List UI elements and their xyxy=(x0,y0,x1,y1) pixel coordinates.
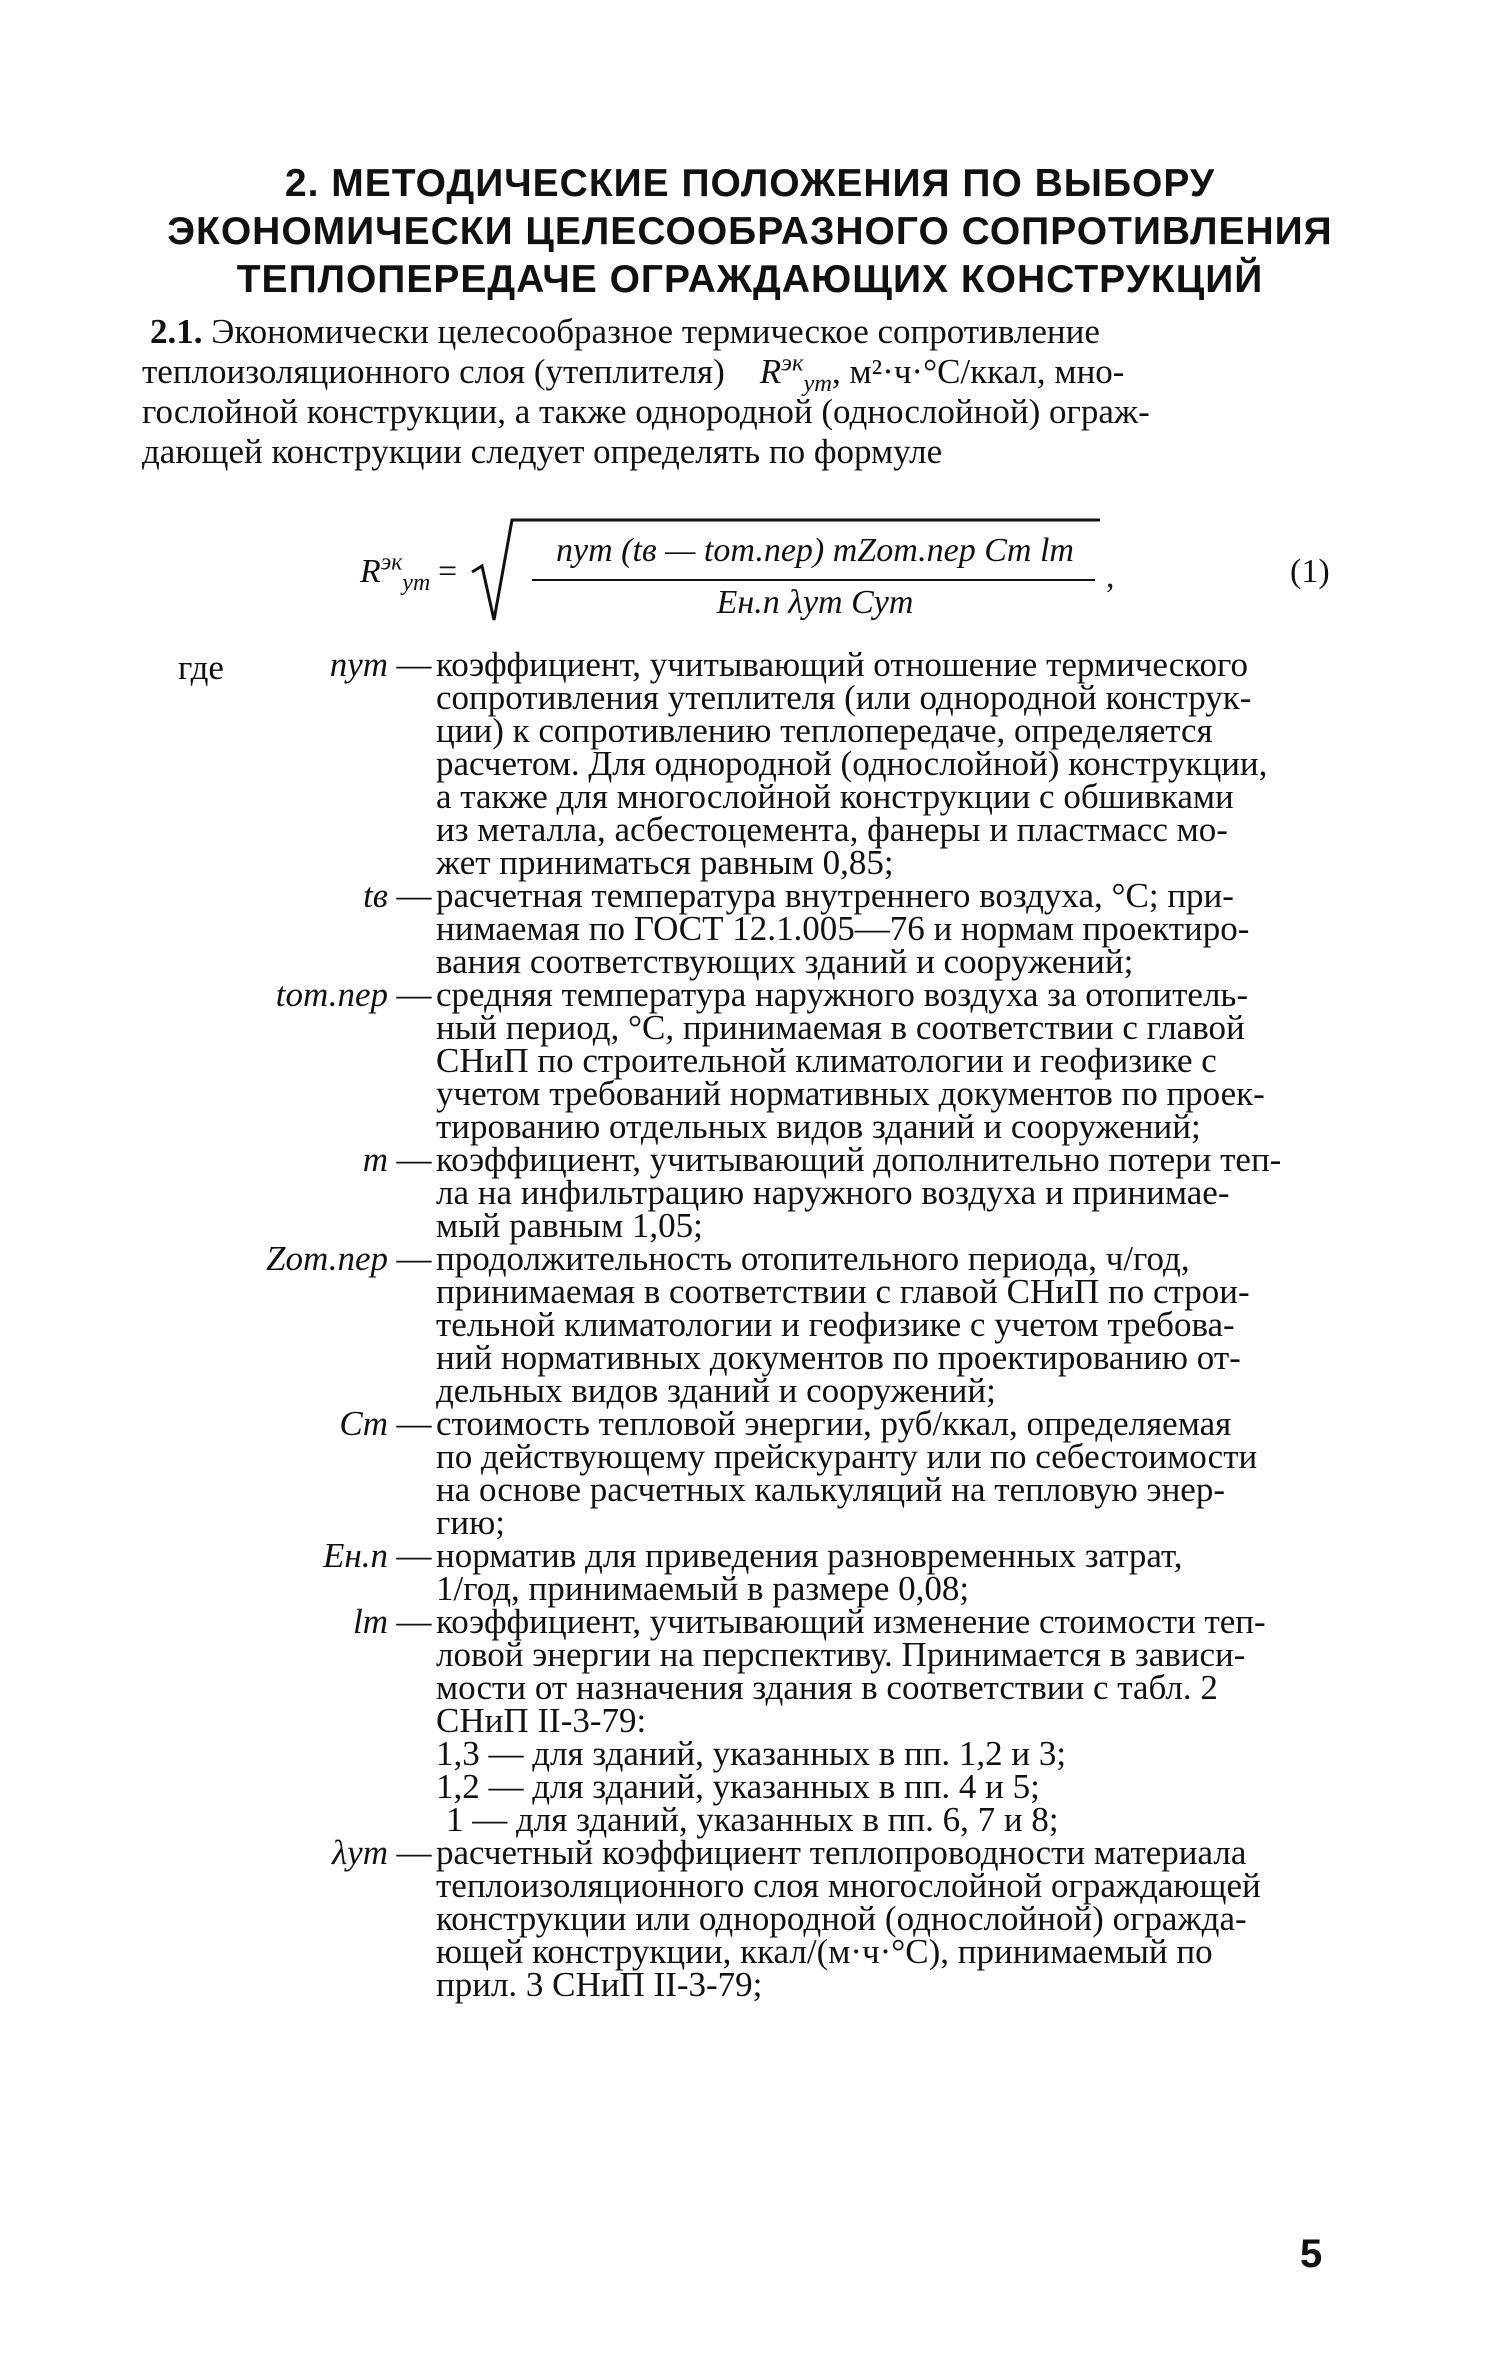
formula-lhs-sub: ут xyxy=(402,569,431,596)
definition-line: вания соответствующих зданий и сооружений; xyxy=(436,942,1134,981)
definition-body xyxy=(436,876,1335,981)
definition-line: ющей конструкции, ккал/(м·ч·°С), принимаемый по xyxy=(436,1932,1213,1971)
definition-dash: — xyxy=(396,645,432,684)
definition-sub-line: 1 — для зданий, указанных в пп. 6, 7 и 8; xyxy=(446,1800,1059,1839)
definition-sub-list xyxy=(436,1734,1335,1839)
definition-line: ловой энергии на перспективу. Принимается в зависи- xyxy=(436,1635,1246,1674)
formula-denominator: Eн.п λут Cут xyxy=(716,584,914,621)
definition-body xyxy=(436,1140,1335,1245)
definition-line: мости от назначения здания в соответствии с табл. 2 xyxy=(436,1668,1218,1707)
definition-line: жет приниматься равным 0,85; xyxy=(436,843,894,882)
definition-line: тированию отдельных видов зданий и сооружений; xyxy=(436,1107,1201,1146)
definition-line: конструкции или однородной (однослойной) огражда- xyxy=(436,1899,1247,1938)
definition-line: коэффициент, учитывающий дополнительно потери теп- xyxy=(436,1140,1282,1179)
definition-body xyxy=(436,1404,1335,1542)
definition-line: а также для многослойной конструкции с обшивками xyxy=(436,777,1234,816)
definition-term: tв xyxy=(363,876,388,915)
definition-body xyxy=(436,1602,1335,1839)
definition-dash: — xyxy=(396,1833,432,1872)
heading-line: ТЕПЛОПЕРЕДАЧЕ ОГРАЖДАЮЩИХ КОНСТРУКЦИЙ xyxy=(236,258,1264,301)
definition-term: m xyxy=(362,1140,388,1179)
definition-line: дельных видов зданий и сооружений; xyxy=(436,1371,996,1410)
definition-line: по действующему прейскуранту или по себестоимости xyxy=(436,1437,1258,1476)
formula-numerator: nут (tв — tот.пер) mZот.пер Cт lт xyxy=(556,532,1074,569)
definition-c-t xyxy=(150,1404,1335,1542)
definition-dash: — xyxy=(396,1602,432,1641)
definition-line: СНиП II-3-79: xyxy=(436,1701,647,1740)
definition-line: тельной климатологии и геофизике с учетом требова- xyxy=(436,1305,1235,1344)
definition-term: tот.пер xyxy=(275,975,388,1014)
formula-comma: , xyxy=(1106,558,1115,595)
definition-n-ut xyxy=(150,645,1335,882)
definition-line: расчетная температура внутреннего воздуха, °С; при- xyxy=(436,876,1234,915)
definition-line: ний нормативных документов по проектированию от- xyxy=(436,1338,1241,1377)
definition-line: СНиП по строительной климатологии и геофизике с xyxy=(436,1041,1217,1080)
definition-line: принимаемая в соответствии с главой СНиП по строи- xyxy=(436,1272,1250,1311)
intro-text: теплоизоляционного слоя (утеплителя) xyxy=(142,352,725,391)
definition-l-t xyxy=(150,1602,1335,1839)
definition-line: коэффициент, учитывающий изменение стоимости теп- xyxy=(436,1602,1266,1641)
definition-body xyxy=(436,975,1335,1146)
definition-line: средняя температура наружного воздуха за отопитель- xyxy=(436,975,1249,1014)
definition-term: Cт xyxy=(339,1404,388,1443)
heading-line: 2. МЕТОДИЧЕСКИЕ ПОЛОЖЕНИЯ ПО ВЫБОРУ xyxy=(284,162,1216,205)
definition-line: коэффициент, учитывающий отношение термического xyxy=(436,645,1249,684)
definition-line: ла на инфильтрацию наружного воздуха и принимае- xyxy=(436,1173,1230,1212)
intro-text: , м²·ч·°С/ккал, мно- xyxy=(832,352,1125,391)
formula-lhs-base: R xyxy=(360,553,381,590)
definition-line: расчетом. Для однородной (однослойной) конструкции, xyxy=(436,744,1268,783)
definition-body xyxy=(436,1536,1335,1608)
definition-sub-line: 1,3 — для зданий, указанных в пп. 1,2 и 3; xyxy=(436,1734,1067,1773)
definition-lambda-ut xyxy=(150,1833,1335,2004)
where-label: где xyxy=(178,648,224,687)
definition-dash: — xyxy=(396,975,432,1014)
definition-line: 1/год, принимаемый в размере 0,08; xyxy=(436,1569,970,1608)
definition-line: на основе расчетных калькуляций на тепловую энер- xyxy=(436,1470,1225,1509)
clause-number: 2.1. xyxy=(150,312,203,351)
definition-line: норматив для приведения разновременных затрат, xyxy=(436,1536,1183,1575)
intro-line xyxy=(150,312,1335,352)
definition-line: из металла, асбестоцемента, фанеры и пластмасс мо- xyxy=(436,810,1228,849)
definition-line: расчетный коэффициент теплопроводности материала xyxy=(436,1833,1247,1872)
definition-line: ции) к сопротивлению теплопередаче, определяется xyxy=(436,711,1213,750)
definition-dash: — xyxy=(396,1239,432,1278)
heading-line: ЭКОНОМИЧЕСКИ ЦЕЛЕСООБРАЗНОГО СОПРОТИВЛЕНИЯ xyxy=(167,210,1333,253)
intro-line xyxy=(142,349,1335,397)
section-heading xyxy=(150,160,1350,304)
definition-term: Zот.пер xyxy=(266,1239,388,1278)
definition-term: nут xyxy=(329,645,388,684)
definition-term: Eн.п xyxy=(323,1536,388,1575)
definition-t-v xyxy=(150,876,1335,981)
intro-line: дающей конструкции следует определять по формуле xyxy=(142,432,943,471)
definition-line: нимаемая по ГОСТ 12.1.005—76 и нормам проектиро- xyxy=(436,909,1250,948)
intro-text: Экономически целесообразное термическое сопротивление xyxy=(211,312,1100,351)
intro-line: гослойной конструкции, а также однородной (однослойной) ограж- xyxy=(142,392,1150,431)
definition-line: учетом требований нормативных документов по проек- xyxy=(436,1074,1265,1113)
definition-line: мый равным 1,05; xyxy=(436,1206,703,1245)
definition-line: продолжительность отопительного периода, ч/год, xyxy=(436,1239,1190,1278)
definition-body xyxy=(436,645,1335,882)
formula-lhs-sup: эк xyxy=(380,549,403,576)
definition-term: λут xyxy=(332,1833,388,1872)
definition-line: сопротивления утеплителя (или однородной конструк- xyxy=(436,678,1252,717)
definition-e-np xyxy=(150,1536,1335,1608)
definition-dash: — xyxy=(396,1404,432,1443)
formula-equals: = xyxy=(438,553,458,590)
definition-t-ot-per xyxy=(150,975,1335,1146)
formula-1 xyxy=(360,520,1340,630)
symbol-sup: эк xyxy=(781,349,804,377)
definition-term: lт xyxy=(353,1602,388,1641)
definition-dash: — xyxy=(396,1140,432,1179)
symbol-r xyxy=(759,349,833,397)
intro-paragraph xyxy=(142,312,1335,472)
definition-z-ot-per xyxy=(150,1239,1335,1410)
symbol-sub: ут xyxy=(803,370,833,397)
definition-body xyxy=(436,1239,1335,1410)
page-number: 5 xyxy=(1300,2232,1323,2276)
definition-dash: — xyxy=(396,876,432,915)
definition-line: прил. 3 СНиП II-3-79; xyxy=(436,1965,763,2004)
definitions-list xyxy=(150,645,1335,2004)
definition-line: стоимость тепловой энергии, руб/ккал, определяемая xyxy=(436,1404,1232,1443)
definition-line: гию; xyxy=(436,1503,505,1542)
definition-body xyxy=(436,1833,1335,2004)
formula-number: (1) xyxy=(1290,553,1330,590)
definition-line: теплоизоляционного слоя многослойной ограждающей xyxy=(436,1866,1261,1905)
definition-line: ный период, °С, принимаемая в соответствии с главой xyxy=(436,1008,1245,1047)
definition-m xyxy=(150,1140,1335,1245)
symbol-base: R xyxy=(759,352,782,391)
definition-dash: — xyxy=(396,1536,432,1575)
definition-sub-line: 1,2 — для зданий, указанных в пп. 4 и 5; xyxy=(436,1767,1040,1806)
